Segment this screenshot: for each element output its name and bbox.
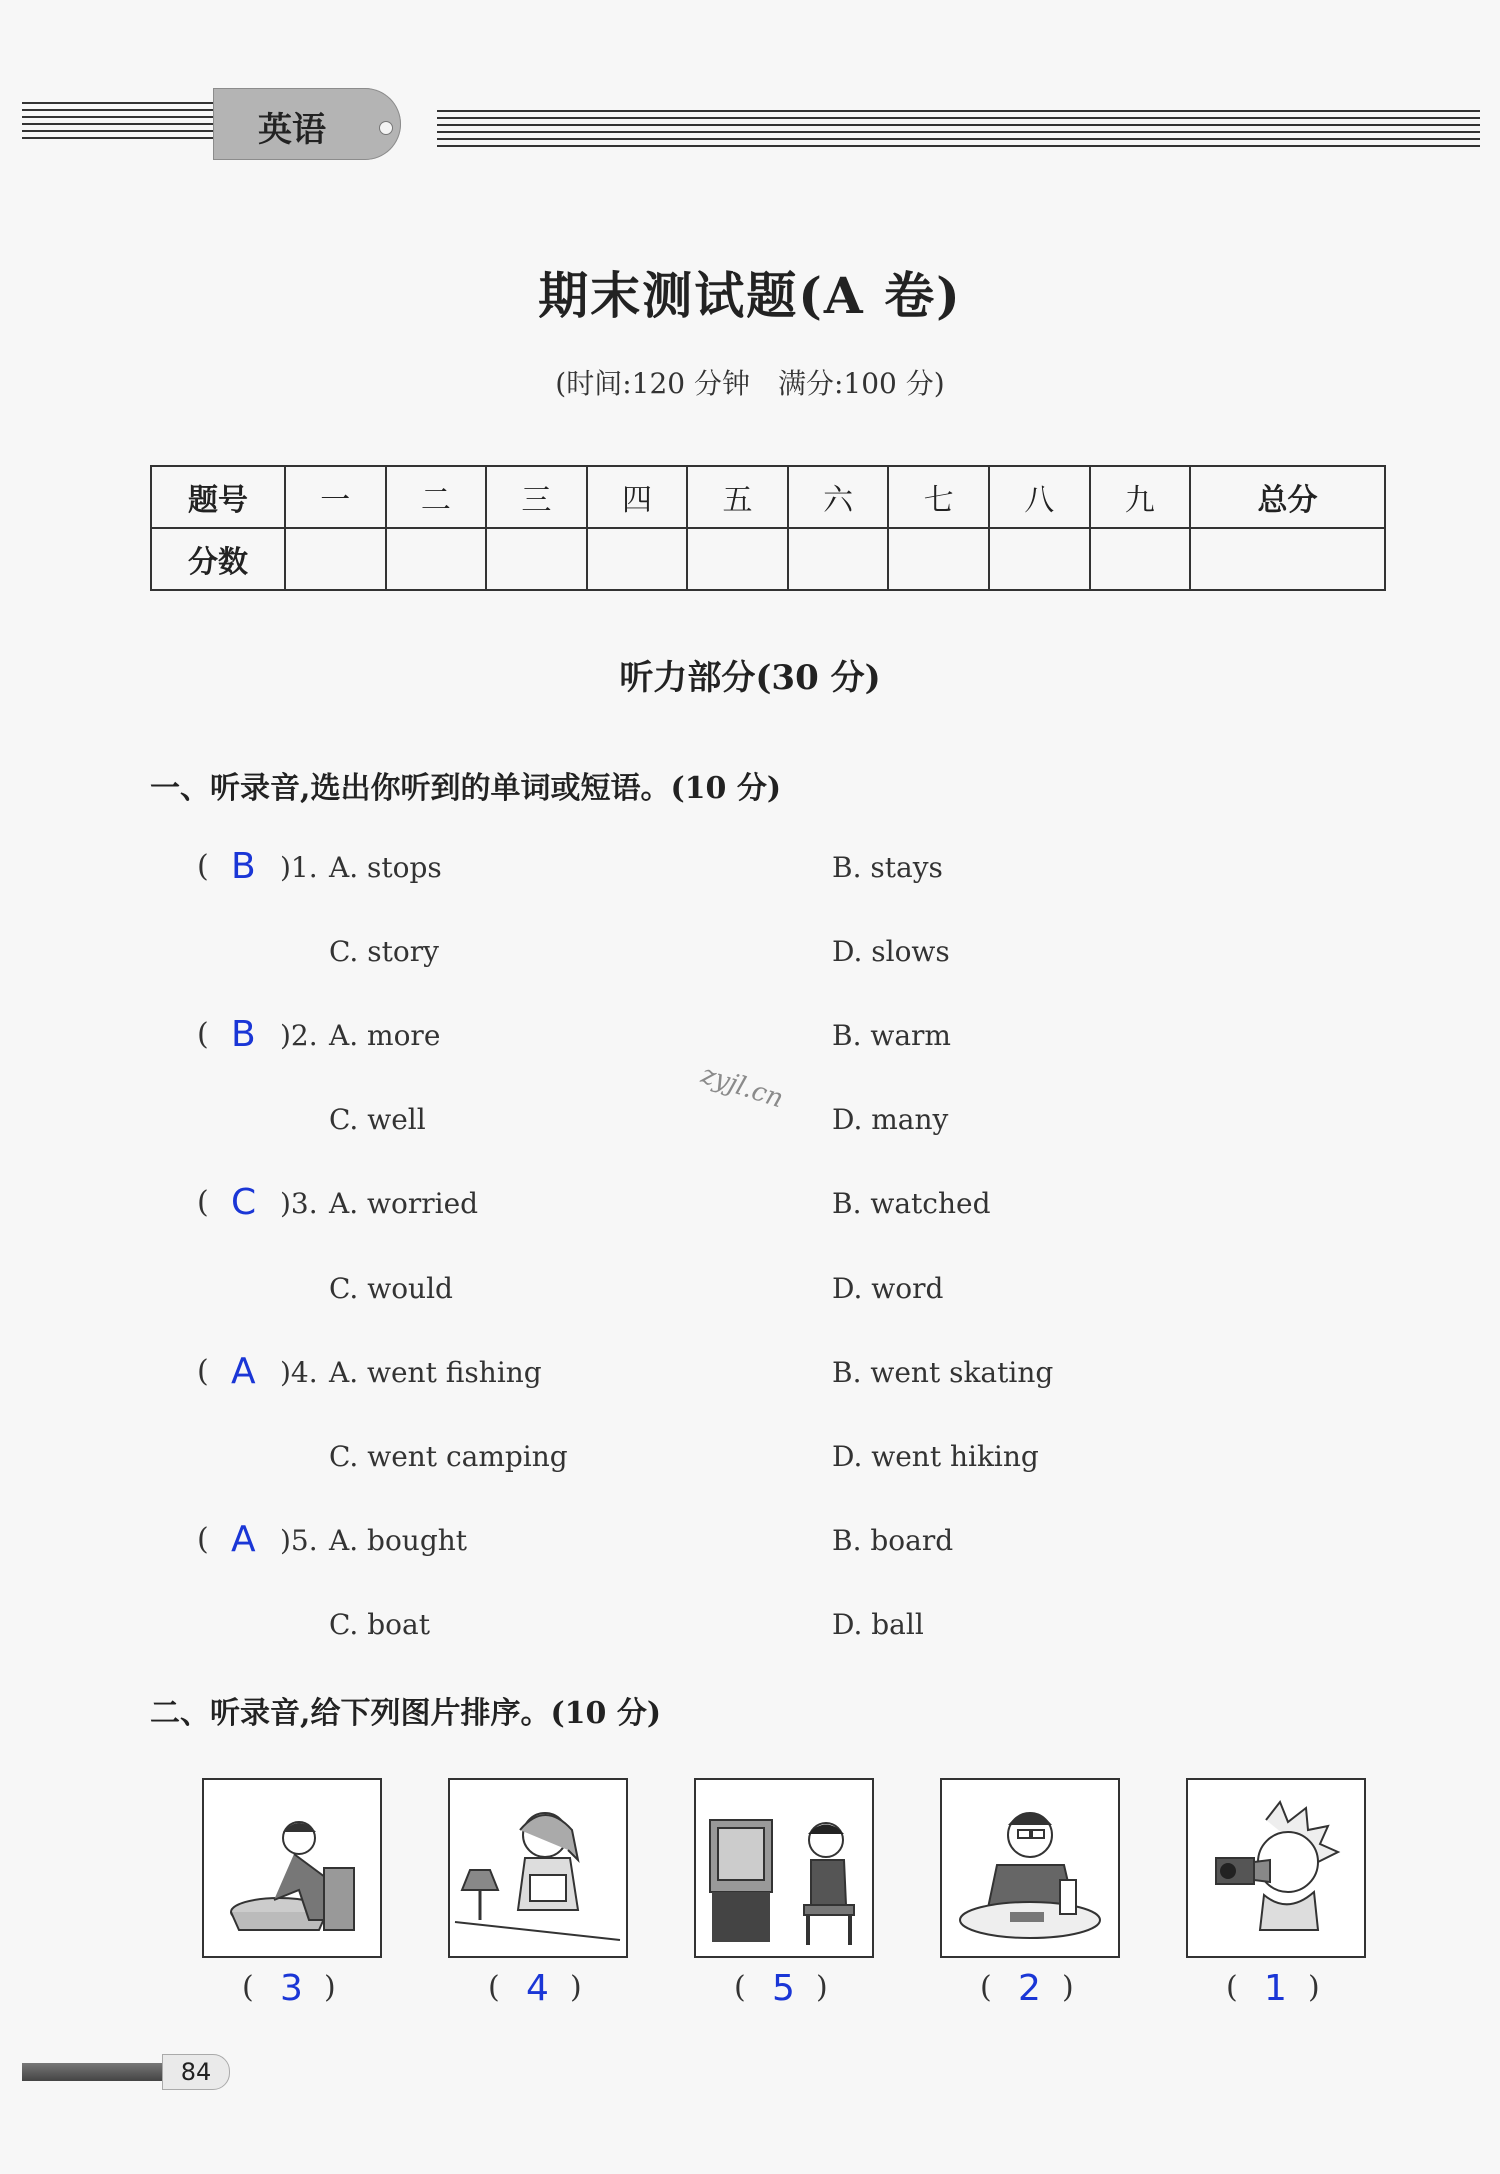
score-cell: 八 [989,466,1090,528]
question-number: )1. [280,851,318,884]
order-answer: 1 [1264,1968,1287,2009]
score-cell: 二 [386,466,487,528]
order-paren: ( [734,1970,746,2005]
score-table-score-row [151,528,1385,590]
score-table [150,465,1386,591]
option-c: C. well [329,1103,426,1136]
footer-bar [22,2063,162,2081]
score-cell: 一 [285,466,386,528]
girl-reading-icon [450,1780,626,1956]
score-cell: 九 [1090,466,1191,528]
score-input-cell[interactable] [1090,528,1191,590]
score-input-cell[interactable] [285,528,386,590]
option-d: D. ball [832,1608,924,1641]
option-d: D. slows [832,935,950,968]
option-c: C. went camping [329,1440,568,1473]
option-b: B. warm [832,1019,951,1052]
option-a: A. went fishing [329,1356,542,1389]
part1-heading: 一、听录音,选出你听到的单词或短语。(10 分) [150,771,782,806]
question-number: )3. [280,1187,318,1220]
option-a: A. more [329,1019,441,1052]
question-number: )4. [280,1356,318,1389]
score-input-cell[interactable] [989,528,1090,590]
header-lines-left [22,102,214,144]
option-b: B. went skating [832,1356,1054,1389]
answer-letter: B [231,1014,256,1055]
order-paren: ) [1308,1970,1320,2005]
answer-paren-open: ( [197,1017,209,1052]
picture-boy-with-camera [1186,1778,1366,1958]
option-d: D. many [832,1103,949,1136]
order-answer: 3 [280,1968,303,2009]
answer-letter: A [231,1351,256,1392]
option-c: C. would [329,1272,453,1305]
listening-heading: 听力部分(30 分) [619,658,881,698]
score-input-cell[interactable] [1190,528,1385,590]
option-a: A. stops [329,851,442,884]
option-b: B. watched [832,1187,991,1220]
answer-paren-open: ( [197,1185,209,1220]
picture-man-eating [940,1778,1120,1958]
exam-title: 期末测试题(A 卷) [538,266,962,325]
score-cell: 六 [788,466,889,528]
picture-girl-washing-clothes [202,1778,382,1958]
tab-hole-icon [379,121,393,135]
option-d: D. word [832,1272,944,1305]
option-b: B. board [832,1524,954,1557]
score-input-cell[interactable] [888,528,989,590]
answer-letter: C [231,1182,257,1223]
score-input-cell[interactable] [687,528,788,590]
order-paren: ) [1062,1970,1074,2005]
answer-paren-open: ( [197,849,209,884]
part2-heading: 二、听录音,给下列图片排序。(10 分) [150,1696,662,1731]
order-paren: ) [324,1970,336,2005]
order-paren: ( [980,1970,992,2005]
score-cell: 七 [888,466,989,528]
header-lines-right [437,110,1480,152]
answer-letter: B [231,846,256,887]
answer-paren-open: ( [197,1354,209,1389]
picture-girl-reading [448,1778,628,1958]
option-c: C. story [329,935,439,968]
page-number: 84 [162,2054,230,2090]
option-a: A. worried [329,1187,479,1220]
boy-camera-icon [1188,1780,1364,1956]
girl-washing-icon [204,1780,380,1956]
score-table-header-row [151,466,1385,528]
score-input-cell[interactable] [587,528,688,590]
boy-watching-tv-icon [696,1780,872,1956]
option-c: C. boat [329,1608,430,1641]
order-answer: 5 [772,1968,795,2009]
order-answer: 4 [526,1968,549,2009]
order-paren: ( [1226,1970,1238,2005]
score-cell: 四 [587,466,688,528]
order-paren: ( [488,1970,500,2005]
score-input-cell[interactable] [386,528,487,590]
score-cell: 总分 [1190,466,1385,528]
order-answer: 2 [1018,1968,1041,2009]
question-number: )2. [280,1019,318,1052]
order-paren: ) [816,1970,828,2005]
score-cell: 五 [687,466,788,528]
score-input-cell[interactable] [486,528,587,590]
option-d: D. went hiking [832,1440,1039,1473]
question-number: )5. [280,1524,318,1557]
answer-letter: A [231,1519,256,1560]
score-cell: 题号 [151,466,285,528]
picture-boy-watching-tv [694,1778,874,1958]
score-cell: 分数 [151,528,285,590]
score-cell: 三 [486,466,587,528]
order-paren: ) [570,1970,582,2005]
score-input-cell[interactable] [788,528,889,590]
order-paren: ( [242,1970,254,2005]
answer-paren-open: ( [197,1522,209,1557]
man-eating-icon [942,1780,1118,1956]
watermark: zyjl.cn [697,1059,787,1115]
exam-subtitle: (时间:120 分钟 满分:100 分) [555,367,945,400]
subject-label: 英语 [258,110,326,150]
option-a: A. bought [329,1524,468,1557]
option-b: B. stays [832,851,943,884]
